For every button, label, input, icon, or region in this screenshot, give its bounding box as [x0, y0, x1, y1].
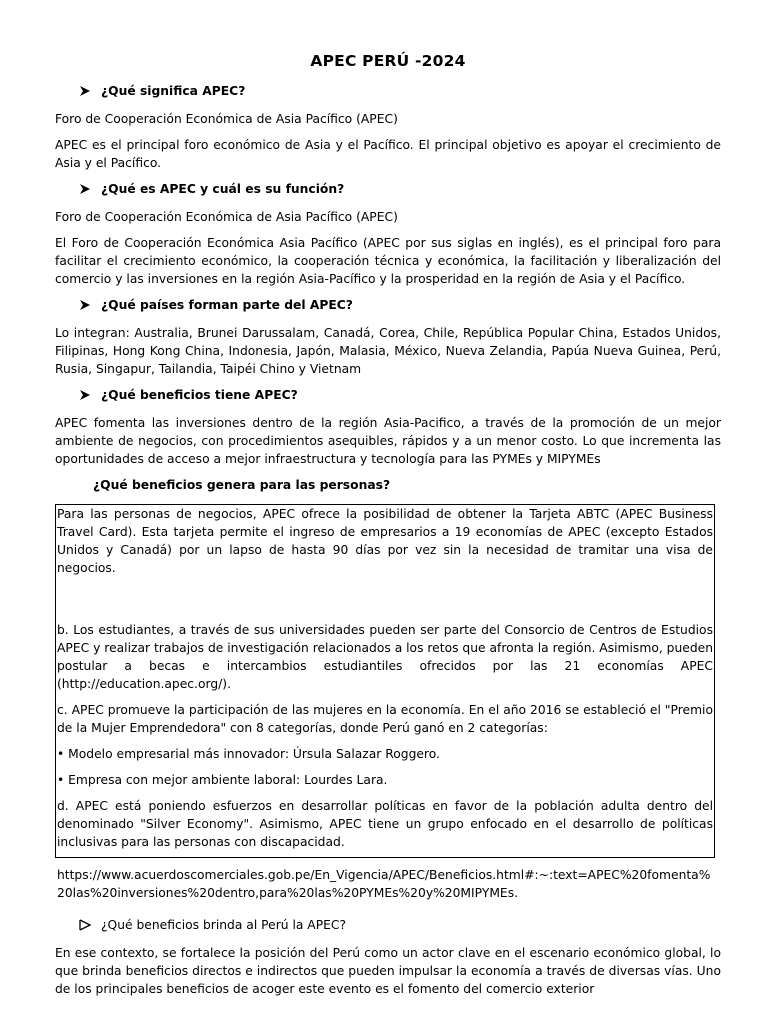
box-paragraph: d. APEC está poniendo esfuerzos en desarrollar políticas en favor de la población adulta dentro del denominado "Silver Economy". Asimismo, APEC tiene un grupo enfocado en el desarrollo de políticas inclusivas para las personas con discapacidad. — [57, 799, 713, 849]
arrow-bullet-icon — [79, 919, 101, 931]
paragraph: Foro de Cooperación Económica de Asia Pacífico (APEC) — [55, 112, 398, 126]
source-url: https://www.acuerdoscomerciales.gob.pe/En_Vigencia/APEC/Beneficios.html#:~:text=APEC%20fomenta%20las%20inversiones%20dentro,para%20las%20PYMEs%20y%20MIPYMEs. — [57, 868, 711, 900]
arrow-bullet-icon — [79, 389, 101, 401]
arrow-bullet-icon — [79, 85, 101, 97]
box-spacer — [57, 585, 713, 621]
question-text: ¿Qué países forman parte del APEC? — [101, 298, 353, 312]
document-page — [55, 52, 721, 1006]
paragraph: Lo integran: Australia, Brunei Darussalam, Canadá, Corea, Chile, República Popular China, Estados Unidos, Filipinas, Hong Kong China, Indonesia, Japón, Malasia, México, Nueva Zelandia, Papúa Nueva Guinea, Perú, Rusia, Singapur, Tailandia, Taipéi Chino y Vietnam — [55, 326, 721, 376]
document-title: APEC PERÚ -2024 — [310, 52, 466, 70]
question-heading — [55, 82, 721, 100]
box-paragraph: Para las personas de negocios, APEC ofrece la posibilidad de obtener la Tarjeta ABTC (APEC Business Travel Card). Esta tarjeta permite el ingreso de empresarios a 19 economías de APEC (excepto Estados Unidos y Canadá) por un lapso de hasta 90 días por vez sin la necesidad de tramitar una visa de negocios. — [57, 507, 713, 575]
paragraph: Foro de Cooperación Económica de Asia Pacífico (APEC) — [55, 210, 398, 224]
question-text: ¿Qué beneficios genera para las personas? — [93, 478, 391, 492]
question-text: ¿Qué beneficios tiene APEC? — [101, 388, 298, 402]
box-list-item: • Empresa con mejor ambiente laboral: Lourdes Lara. — [57, 773, 388, 787]
box-paragraph: c. APEC promueve la participación de las mujeres en la economía. En el año 2016 se estableció el "Premio de la Mujer Emprendedora" con 8 categorías, donde Perú ganó en 2 categorías: — [57, 703, 713, 735]
question-text: ¿Qué significa APEC? — [101, 84, 246, 98]
question-heading — [55, 476, 721, 494]
arrow-bullet-icon — [79, 183, 101, 195]
question-heading — [55, 916, 721, 934]
question-text: ¿Qué es APEC y cuál es su función? — [101, 182, 345, 196]
paragraph: El Foro de Cooperación Económica Asia Pacífico (APEC por sus siglas en inglés), es el principal foro para facilitar el crecimiento económico, la cooperación técnica y económica, la facilitación y liberalización del comercio y las inversiones en la región Asia-Pacífico y la prosperidad en la región de Asia y el Pacífico. — [55, 236, 721, 286]
benefits-box — [55, 504, 715, 858]
paragraph: En ese contexto, se fortalece la posición del Perú como un actor clave en el escenario económico global, lo que brinda beneficios directos e indirectos que pueden impulsar la economía a través de diversas vías. Uno de los principales beneficios de acoger este evento es el fomento del comercio exterior — [55, 946, 721, 996]
paragraph: APEC es el principal foro económico de Asia y el Pacífico. El principal objetivo es apoyar el crecimiento de Asia y el Pacífico. — [55, 138, 721, 170]
box-list-item: • Modelo empresarial más innovador: Úrsula Salazar Roggero. — [57, 747, 440, 761]
box-paragraph: b. Los estudiantes, a través de sus universidades pueden ser parte del Consorcio de Centros de Estudios APEC y realizar trabajos de investigación relacionados a los retos que afronta la región. Asimismo, pueden postular a becas e intercambios estudiantiles ofrecidos por las 21 economías APEC (http://education.apec.org/). — [57, 623, 713, 691]
question-heading — [55, 296, 721, 314]
arrow-bullet-icon — [79, 299, 101, 311]
question-heading — [55, 180, 721, 198]
question-heading — [55, 386, 721, 404]
paragraph: APEC fomenta las inversiones dentro de la región Asia-Pacifico, a través de la promoción de un mejor ambiente de negocios, con procedimientos asequibles, rápidos y a un menor costo. Lo que incrementa las oportunidades de acceso a mejor infraestructura y tecnología para las PYMEs y MIPYMEs — [55, 416, 721, 466]
question-text: ¿Qué beneficios brinda al Perú la APEC? — [101, 918, 347, 932]
